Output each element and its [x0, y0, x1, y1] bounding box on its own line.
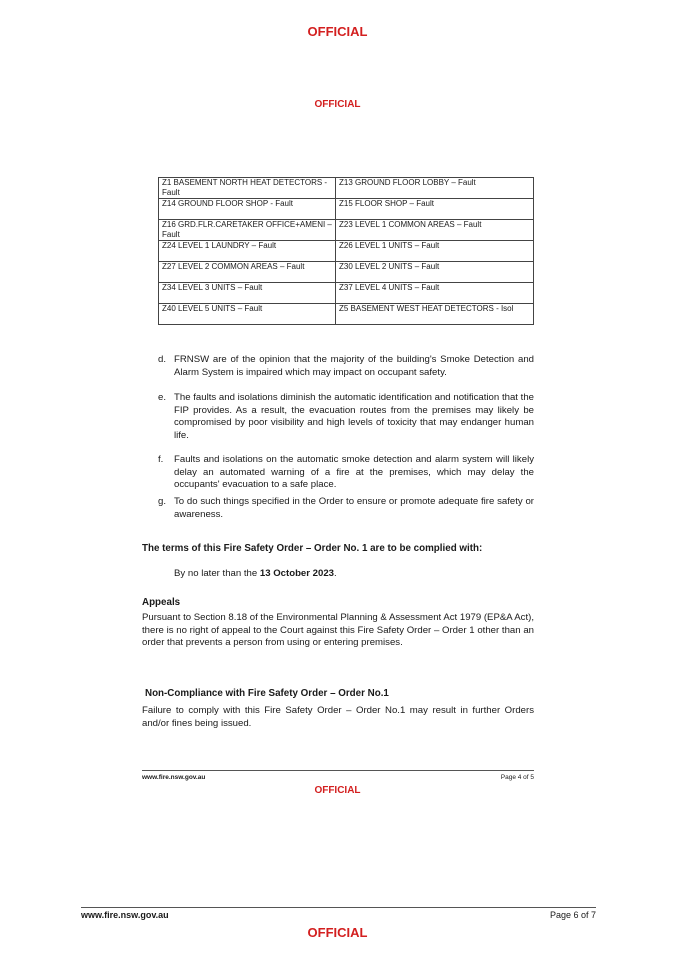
item-g: [158, 496, 534, 521]
item-e: [158, 392, 534, 442]
inner-footer-rule: [142, 770, 534, 771]
table-row: [159, 304, 534, 325]
item-text: Faults and isolations on the automatic smoke detection and alarm system will likely delay an automated warning of a fire at the premises, which may delay the occupants' evacuation to a safe place.: [174, 454, 534, 490]
zone-cell-right: Z15 FLOOR SHOP – Fault: [336, 199, 534, 220]
non-compliance-heading: Non-Compliance with Fire Safety Order – Order No.1: [145, 688, 389, 699]
item-text: To do such things specified in the Order to ensure or promote adequate fire safety or awareness.: [174, 496, 534, 520]
appeals-heading: Appeals: [142, 597, 181, 608]
table-row: [159, 199, 534, 220]
zone-cell-right: Z37 LEVEL 4 UNITS – Fault: [336, 283, 534, 304]
item-text: The faults and isolations diminish the automatic identification and notification that the FIP provides. As a result, the evacuation routes from the premises may likely be compromised by poor visibility and high levels of toxicity that may endanger human life.: [174, 392, 534, 441]
deadline-prefix: By no later than the: [174, 568, 260, 579]
item-letter: f.: [158, 454, 164, 465]
zone-cell-left: Z16 GRD.FLR.CARETAKER OFFICE+AMENI – Fault: [159, 220, 336, 241]
terms-heading: The terms of this Fire Safety Order – Order No. 1 are to be complied with:: [142, 543, 483, 554]
table-row: [159, 220, 534, 241]
item-letter: d.: [158, 354, 167, 365]
deadline-suffix: .: [334, 568, 337, 579]
official-banner-bottom: OFFICIAL: [307, 925, 368, 940]
zone-cell-right: Z5 BASEMENT WEST HEAT DETECTORS - Isol: [336, 304, 534, 325]
zone-cell-left: Z34 LEVEL 3 UNITS – Fault: [159, 283, 336, 304]
table-row: [159, 178, 534, 199]
inner-footer-url: www.fire.nsw.gov.au: [142, 774, 206, 781]
zone-fault-table: [158, 177, 534, 325]
outer-footer-rule: [81, 907, 596, 908]
table-row: [159, 283, 534, 304]
zone-cell-right: Z30 LEVEL 2 UNITS – Fault: [336, 262, 534, 283]
non-compliance-text: Failure to comply with this Fire Safety Order – Order No.1 may result in further Orders and/or fines being issued.: [142, 705, 534, 729]
zone-cell-left: Z14 GROUND FLOOR SHOP - Fault: [159, 199, 336, 220]
terms-deadline: [174, 568, 474, 581]
appeals-text: Pursuant to Section 8.18 of the Environmental Planning & Assessment Act 1979 (EP&A Act), there is no right of appeal to the Court against this Fire Safety Order – Order 1 other than an order that prevents a person from using or entering premises.: [142, 612, 534, 648]
outer-footer-page: Page 6 of 7: [549, 910, 596, 920]
zone-cell-right: Z26 LEVEL 1 UNITS – Fault: [336, 241, 534, 262]
item-text: FRNSW are of the opinion that the majority of the building's Smoke Detection and Alarm System is impaired which may impact on occupant safety.: [174, 354, 534, 378]
official-banner-top: OFFICIAL: [307, 24, 368, 39]
official-banner-inner-bottom: OFFICIAL: [314, 785, 361, 796]
zone-cell-left: Z1 BASEMENT NORTH HEAT DETECTORS - Fault: [159, 178, 336, 199]
item-f: [158, 454, 534, 492]
table-row: [159, 241, 534, 262]
item-letter: g.: [158, 496, 167, 507]
zone-cell-right: Z13 GROUND FLOOR LOBBY – Fault: [336, 178, 534, 199]
zone-cell-right: Z23 LEVEL 1 COMMON AREAS – Fault: [336, 220, 534, 241]
item-d: [158, 354, 534, 379]
official-banner-inner-top: OFFICIAL: [314, 99, 361, 110]
zone-cell-left: Z24 LEVEL 1 LAUNDRY – Fault: [159, 241, 336, 262]
zone-cell-left: Z27 LEVEL 2 COMMON AREAS – Fault: [159, 262, 336, 283]
deadline-date: 13 October 2023: [259, 568, 335, 579]
inner-footer-page: Page 4 of 5: [500, 774, 534, 781]
outer-footer-url: www.fire.nsw.gov.au: [81, 910, 169, 920]
zone-cell-left: Z40 LEVEL 5 UNITS – Fault: [159, 304, 336, 325]
table-row: [159, 262, 534, 283]
item-letter: e.: [158, 392, 167, 403]
